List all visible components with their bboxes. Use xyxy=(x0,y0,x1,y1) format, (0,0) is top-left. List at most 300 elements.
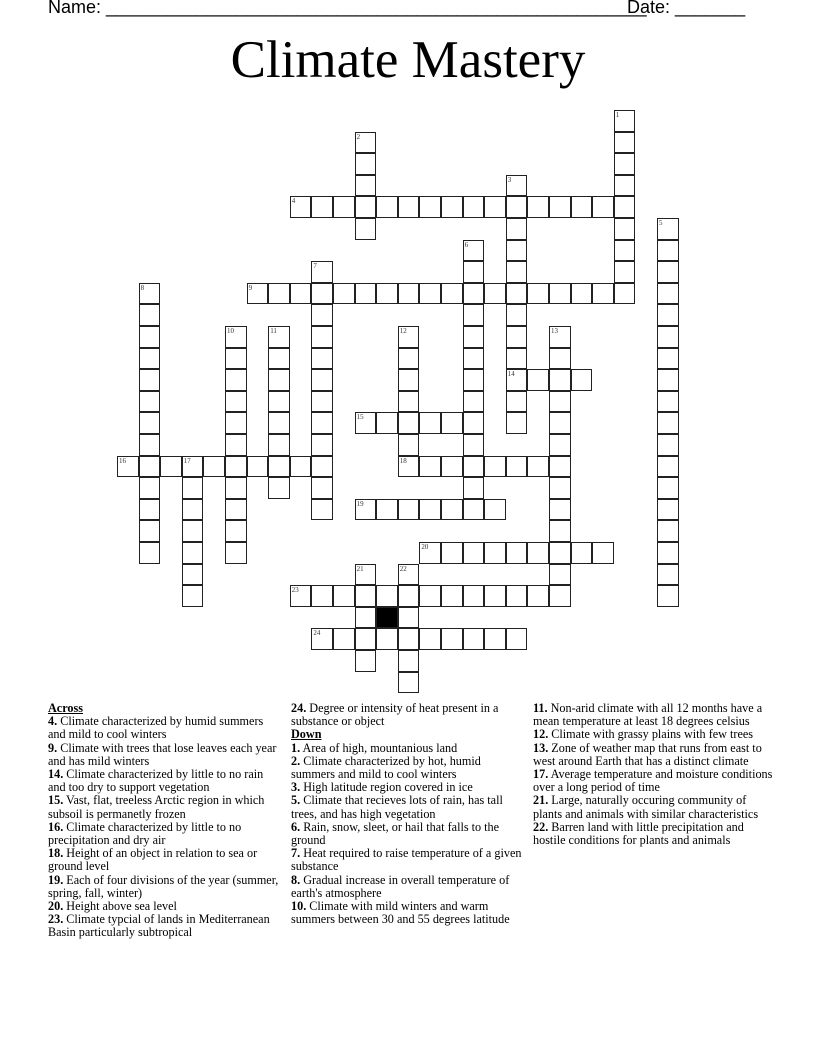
grid-cell[interactable] xyxy=(549,542,571,564)
grid-cell[interactable] xyxy=(311,326,333,348)
grid-cell[interactable] xyxy=(182,585,204,607)
grid-cell[interactable] xyxy=(441,628,463,650)
grid-cell[interactable] xyxy=(614,110,636,132)
grid-cell[interactable] xyxy=(571,283,593,305)
cell-number: 21 xyxy=(356,564,364,573)
clue-text: Rain, snow, sleet, or hail that falls to the ground xyxy=(291,819,500,848)
grid-cell[interactable] xyxy=(463,542,485,564)
grid-cell[interactable] xyxy=(463,196,485,218)
grid-cell[interactable] xyxy=(355,196,377,218)
grid-cell[interactable] xyxy=(203,456,225,478)
grid-cell[interactable] xyxy=(355,607,377,629)
grid-cell[interactable] xyxy=(506,628,528,650)
grid-cell[interactable] xyxy=(463,585,485,607)
clue-number: 23. xyxy=(48,912,64,927)
grid-cell[interactable] xyxy=(506,412,528,434)
grid-cell[interactable] xyxy=(463,412,485,434)
grid-cell[interactable] xyxy=(398,283,420,305)
cell-number: 5 xyxy=(659,219,663,227)
grid-cell[interactable] xyxy=(419,542,441,564)
grid-cell[interactable] xyxy=(398,196,420,218)
grid-cell[interactable] xyxy=(268,456,290,478)
grid-cell[interactable] xyxy=(139,412,161,434)
grid-cell[interactable] xyxy=(506,261,528,283)
grid-cell[interactable] xyxy=(657,326,679,348)
grid-cell[interactable] xyxy=(463,240,485,262)
clue-number: 1. xyxy=(291,740,301,755)
clue-text: Zone of weather map that runs from east to west around Earth that has a distinct climate xyxy=(533,740,762,768)
grid-cell[interactable] xyxy=(657,456,679,478)
grid-cell[interactable] xyxy=(657,564,679,586)
cell-number: 4 xyxy=(291,197,296,206)
grid-cell[interactable] xyxy=(506,326,528,348)
grid-cell[interactable] xyxy=(441,585,463,607)
grid-cell[interactable] xyxy=(657,434,679,456)
clue-across-19 xyxy=(48,874,280,900)
clue-down-8 xyxy=(291,874,523,900)
grid-cell[interactable] xyxy=(225,369,247,391)
grid-cell[interactable] xyxy=(290,585,312,607)
grid-cell[interactable] xyxy=(247,283,269,305)
grid-cell[interactable] xyxy=(139,456,161,478)
grid-cell[interactable] xyxy=(376,628,398,650)
cell-number: 18 xyxy=(399,456,407,465)
cell-number: 8 xyxy=(140,283,145,292)
grid-cell[interactable] xyxy=(549,326,571,348)
clue-number: 11. xyxy=(533,701,548,715)
grid-cell[interactable] xyxy=(657,477,679,499)
cell-number: 15 xyxy=(356,413,364,422)
clue-number: 10. xyxy=(291,899,307,914)
grid-cell[interactable] xyxy=(484,628,506,650)
grid-cell[interactable] xyxy=(549,520,571,542)
clue-text: High latitude region covered in ice xyxy=(300,780,473,795)
grid-cell[interactable] xyxy=(311,412,333,434)
grid-cell[interactable] xyxy=(398,456,420,478)
grid-cell[interactable] xyxy=(376,585,398,607)
grid-cell[interactable] xyxy=(506,304,528,326)
grid-cell[interactable] xyxy=(592,542,614,564)
grid-cell[interactable] xyxy=(614,175,636,197)
grid-cell[interactable] xyxy=(549,564,571,586)
grid-cell[interactable] xyxy=(268,391,290,413)
clue-text: Climate characterized by hot, humid summers and mild to cool winters xyxy=(291,753,481,782)
clue-across-9 xyxy=(48,742,280,768)
grid-cell[interactable] xyxy=(247,456,269,478)
grid-cell[interactable] xyxy=(463,348,485,370)
grid-cell[interactable] xyxy=(549,477,571,499)
grid-cell[interactable] xyxy=(614,240,636,262)
grid-cell[interactable] xyxy=(441,196,463,218)
grid-cell[interactable] xyxy=(614,132,636,154)
grid-cell[interactable] xyxy=(268,477,290,499)
cell-number: 14 xyxy=(507,370,515,379)
grid-cell[interactable] xyxy=(290,456,312,478)
clue-down-21 xyxy=(533,794,773,820)
grid-cell[interactable] xyxy=(463,391,485,413)
clue-down-7 xyxy=(291,847,523,873)
grid-cell[interactable] xyxy=(333,628,355,650)
clue-text: Each of four divisions of the year (summer, spring, fall, winter) xyxy=(48,872,279,900)
grid-cell[interactable] xyxy=(484,499,506,521)
clue-number: 16. xyxy=(48,819,64,834)
grid-cell[interactable] xyxy=(355,153,377,175)
grid-cell[interactable] xyxy=(549,348,571,370)
grid-cell[interactable] xyxy=(506,585,528,607)
grid-cell[interactable] xyxy=(355,175,377,197)
clue-text: Degree or intensity of heat present in a substance or object xyxy=(291,701,499,729)
grid-cell[interactable] xyxy=(182,477,204,499)
grid-cell[interactable] xyxy=(614,153,636,175)
grid-cell[interactable] xyxy=(355,564,377,586)
grid-cell[interactable] xyxy=(398,326,420,348)
clue-number: 19. xyxy=(48,872,64,887)
cell-number: 10 xyxy=(227,327,234,335)
grid-cell[interactable] xyxy=(441,283,463,305)
grid-cell[interactable] xyxy=(506,175,528,197)
grid-cell[interactable] xyxy=(549,283,571,305)
cell-number: 9 xyxy=(248,283,253,292)
grid-cell[interactable] xyxy=(225,477,247,499)
clue-across-23 xyxy=(48,913,280,939)
clue-across-15 xyxy=(48,794,280,820)
grid-cell[interactable] xyxy=(527,283,549,305)
grid-cell[interactable] xyxy=(182,520,204,542)
grid-cell[interactable] xyxy=(311,196,333,218)
grid-cell[interactable] xyxy=(614,261,636,283)
grid-cell[interactable] xyxy=(657,369,679,391)
grid-cell[interactable] xyxy=(549,412,571,434)
grid-cell[interactable] xyxy=(398,628,420,650)
grid-cell[interactable] xyxy=(463,628,485,650)
grid-cell[interactable] xyxy=(657,261,679,283)
grid-cell[interactable] xyxy=(614,196,636,218)
grid-cell[interactable] xyxy=(139,348,161,370)
grid-cell[interactable] xyxy=(139,369,161,391)
clues-column-3 xyxy=(533,702,773,847)
grid-cell[interactable] xyxy=(571,196,593,218)
grid-cell[interactable] xyxy=(657,218,679,240)
clue-down-6 xyxy=(291,821,523,847)
grid-cell[interactable] xyxy=(398,369,420,391)
clue-number: 17. xyxy=(533,767,549,782)
clue-down-10 xyxy=(291,900,523,926)
grid-cell[interactable] xyxy=(311,348,333,370)
grid-cell[interactable] xyxy=(268,369,290,391)
clue-number: 13. xyxy=(533,740,549,755)
grid-cell[interactable] xyxy=(139,542,161,564)
clue-across-24 xyxy=(291,702,523,728)
grid-cell[interactable] xyxy=(355,499,377,521)
grid-cell[interactable] xyxy=(441,412,463,434)
grid-cell[interactable] xyxy=(225,542,247,564)
grid-cell[interactable] xyxy=(506,348,528,370)
grid-cell[interactable] xyxy=(333,585,355,607)
clue-text: Climate typcial of lands in Mediterranean Basin particularly subtropical xyxy=(48,912,270,940)
cell-number: 19 xyxy=(356,499,364,508)
grid-cell[interactable] xyxy=(549,585,571,607)
grid-cell[interactable] xyxy=(311,585,333,607)
grid-cell[interactable] xyxy=(355,650,377,672)
grid-cell[interactable] xyxy=(225,391,247,413)
grid-cell[interactable] xyxy=(484,456,506,478)
clue-across-14 xyxy=(48,768,280,794)
clue-number: 5. xyxy=(291,793,301,808)
grid-cell[interactable] xyxy=(311,391,333,413)
grid-cell[interactable] xyxy=(139,283,161,305)
grid-cell[interactable] xyxy=(160,456,182,478)
grid-cell[interactable] xyxy=(268,326,290,348)
grid-cell[interactable] xyxy=(311,283,333,305)
grid-cell[interactable] xyxy=(549,499,571,521)
clue-down-22 xyxy=(533,821,773,847)
grid-cell[interactable] xyxy=(571,542,593,564)
grid-cell[interactable] xyxy=(376,196,398,218)
grid-cell[interactable] xyxy=(549,391,571,413)
grid-cell[interactable] xyxy=(225,520,247,542)
grid-cell[interactable] xyxy=(614,283,636,305)
cell-number: 3 xyxy=(507,175,512,184)
grid-cell[interactable] xyxy=(139,477,161,499)
grid-cell[interactable] xyxy=(398,434,420,456)
grid-cell[interactable] xyxy=(268,412,290,434)
grid-cell[interactable] xyxy=(484,585,506,607)
grid-cell[interactable] xyxy=(139,499,161,521)
grid-cell[interactable] xyxy=(311,628,333,650)
cell-number: 6 xyxy=(464,240,469,249)
cell-number: 11 xyxy=(270,327,277,335)
grid-cell[interactable] xyxy=(398,499,420,521)
clue-text: Climate characterized by little to no rain and too dry to support vegetation xyxy=(48,767,264,795)
grid-cell[interactable] xyxy=(139,326,161,348)
grid-cell[interactable] xyxy=(355,132,377,154)
grid-cell[interactable] xyxy=(290,196,312,218)
grid-cell[interactable] xyxy=(419,499,441,521)
clue-text: Vast, flat, treeless Arctic region in which subsoil is permanetly frozen xyxy=(48,793,265,821)
grid-cell[interactable] xyxy=(117,456,139,478)
grid-cell[interactable] xyxy=(419,585,441,607)
grid-cell[interactable] xyxy=(355,628,377,650)
date-field-label[interactable]: Date: _______ xyxy=(627,0,746,17)
grid-cell[interactable] xyxy=(225,326,247,348)
grid-cell[interactable] xyxy=(333,196,355,218)
grid-cell[interactable] xyxy=(355,585,377,607)
cell-number: 20 xyxy=(421,543,429,551)
grid-cell[interactable] xyxy=(225,456,247,478)
grid-cell[interactable] xyxy=(657,240,679,262)
grid-cell[interactable] xyxy=(139,391,161,413)
grid-cell[interactable] xyxy=(657,283,679,305)
clues-column-2 xyxy=(291,702,523,926)
grid-cell[interactable] xyxy=(311,261,333,283)
grid-cell[interactable] xyxy=(376,412,398,434)
grid-cell[interactable] xyxy=(355,283,377,305)
grid-cell[interactable] xyxy=(290,283,312,305)
grid-cell[interactable] xyxy=(376,499,398,521)
grid-cell[interactable] xyxy=(225,348,247,370)
grid-cell[interactable] xyxy=(419,283,441,305)
grid-cell[interactable] xyxy=(527,196,549,218)
grid-cell[interactable] xyxy=(506,542,528,564)
grid-cell[interactable] xyxy=(419,456,441,478)
clue-number: 24. xyxy=(291,701,307,715)
clue-text: Climate characterized by humid summers and mild to cool winters xyxy=(48,714,264,742)
grid-cell[interactable] xyxy=(549,196,571,218)
grid-cell[interactable] xyxy=(311,304,333,326)
clue-across-4 xyxy=(48,715,280,741)
grid-cell[interactable] xyxy=(463,434,485,456)
grid-cell[interactable] xyxy=(527,369,549,391)
grid-cell[interactable] xyxy=(463,326,485,348)
grid-cell[interactable] xyxy=(657,520,679,542)
cell-number: 22 xyxy=(399,564,407,573)
grid-cell[interactable] xyxy=(441,542,463,564)
grid-cell[interactable] xyxy=(527,542,549,564)
grid-cell[interactable] xyxy=(182,499,204,521)
grid-cell[interactable] xyxy=(614,218,636,240)
clue-down-13 xyxy=(533,742,773,768)
grid-cell[interactable] xyxy=(506,196,528,218)
grid-cell[interactable] xyxy=(657,348,679,370)
grid-cell[interactable] xyxy=(549,456,571,478)
grid-cell[interactable] xyxy=(506,369,528,391)
clues-column-1 xyxy=(48,702,280,940)
grid-cell[interactable] xyxy=(398,564,420,586)
clue-number: 22. xyxy=(533,819,549,834)
grid-cell[interactable] xyxy=(268,434,290,456)
grid-cell[interactable] xyxy=(268,283,290,305)
black-cell xyxy=(376,607,398,629)
grid-cell[interactable] xyxy=(139,304,161,326)
clue-number: 4. xyxy=(48,714,58,729)
grid-cell[interactable] xyxy=(592,196,614,218)
grid-cell[interactable] xyxy=(355,218,377,240)
clue-text: Climate that recieves lots of rain, has tall trees, and has high vegetation xyxy=(291,793,503,821)
clue-text: Area of high, mountanious land xyxy=(300,740,458,755)
clue-number: 15. xyxy=(48,793,64,808)
across-heading: Across xyxy=(48,701,83,715)
grid-cell[interactable] xyxy=(139,520,161,542)
grid-cell[interactable] xyxy=(376,283,398,305)
cell-number: 7 xyxy=(313,262,317,271)
grid-cell[interactable] xyxy=(311,499,333,521)
clue-number: 20. xyxy=(48,899,64,914)
grid-cell[interactable] xyxy=(333,283,355,305)
grid-cell[interactable] xyxy=(506,240,528,262)
grid-cell[interactable] xyxy=(657,391,679,413)
grid-cell[interactable] xyxy=(225,412,247,434)
grid-cell[interactable] xyxy=(311,434,333,456)
grid-cell[interactable] xyxy=(463,477,485,499)
clue-number: 18. xyxy=(48,846,64,861)
grid-cell[interactable] xyxy=(463,456,485,478)
cell-number: 17 xyxy=(183,456,191,465)
grid-cell[interactable] xyxy=(268,348,290,370)
grid-cell[interactable] xyxy=(225,499,247,521)
grid-cell[interactable] xyxy=(398,672,420,694)
grid-cell[interactable] xyxy=(463,499,485,521)
grid-cell[interactable] xyxy=(506,218,528,240)
name-field-label[interactable]: Name: ______________________________________________________ xyxy=(48,0,647,17)
clue-text: Height of an object in relation to sea or ground level xyxy=(48,846,258,874)
clue-number: 2. xyxy=(291,753,301,768)
grid-cell[interactable] xyxy=(311,369,333,391)
grid-cell[interactable] xyxy=(484,283,506,305)
grid-cell[interactable] xyxy=(506,456,528,478)
grid-cell[interactable] xyxy=(182,542,204,564)
clue-number: 9. xyxy=(48,740,58,755)
cell-number: 2 xyxy=(356,132,361,141)
grid-cell[interactable] xyxy=(657,585,679,607)
grid-cell[interactable] xyxy=(419,628,441,650)
grid-cell[interactable] xyxy=(398,650,420,672)
grid-cell[interactable] xyxy=(225,434,247,456)
grid-cell[interactable] xyxy=(398,412,420,434)
clue-down-11 xyxy=(533,702,773,728)
grid-cell[interactable] xyxy=(139,434,161,456)
grid-cell[interactable] xyxy=(527,456,549,478)
grid-cell[interactable] xyxy=(182,564,204,586)
grid-cell[interactable] xyxy=(311,456,333,478)
clue-text: Average temperature and moisture conditions over a long period of time xyxy=(533,767,773,795)
clue-text: Climate characterized by little to no precipitation and dry air xyxy=(48,819,242,848)
grid-cell[interactable] xyxy=(398,607,420,629)
grid-cell[interactable] xyxy=(527,585,549,607)
grid-cell[interactable] xyxy=(484,542,506,564)
grid-cell[interactable] xyxy=(463,369,485,391)
grid-cell[interactable] xyxy=(182,456,204,478)
clue-across-18 xyxy=(48,847,280,873)
grid-cell[interactable] xyxy=(549,369,571,391)
grid-cell[interactable] xyxy=(463,304,485,326)
grid-cell[interactable] xyxy=(419,412,441,434)
clue-number: 14. xyxy=(48,767,64,782)
clue-down-2 xyxy=(291,755,523,781)
grid-cell[interactable] xyxy=(398,348,420,370)
grid-cell[interactable] xyxy=(441,499,463,521)
clue-text: Barren land with little precipitation and hostile conditions for plants and animals xyxy=(533,819,744,848)
cell-number: 13 xyxy=(551,327,558,335)
grid-cell[interactable] xyxy=(657,499,679,521)
grid-cell[interactable] xyxy=(398,391,420,413)
clue-text: Gradual increase in overall temperature of earth's atmosphere xyxy=(291,872,510,900)
grid-cell[interactable] xyxy=(506,391,528,413)
grid-cell[interactable] xyxy=(398,585,420,607)
grid-cell[interactable] xyxy=(657,542,679,564)
cell-number: 24 xyxy=(313,629,321,638)
grid-cell[interactable] xyxy=(571,369,593,391)
clue-text: Heat required to raise temperature of a given substance xyxy=(291,846,522,874)
cell-number: 23 xyxy=(291,586,299,595)
grid-cell[interactable] xyxy=(311,477,333,499)
grid-cell[interactable] xyxy=(657,412,679,434)
clue-text: Non-arid climate with all 12 months have a mean temperature at least 18 degrees celsius xyxy=(533,701,763,729)
clue-text: Climate with mild winters and warm summers between 30 and 55 degrees latitude xyxy=(291,899,510,927)
grid-cell[interactable] xyxy=(549,434,571,456)
grid-cell[interactable] xyxy=(484,196,506,218)
grid-cell[interactable] xyxy=(463,261,485,283)
clue-number: 6. xyxy=(291,819,301,834)
grid-cell[interactable] xyxy=(592,283,614,305)
grid-cell[interactable] xyxy=(463,283,485,305)
grid-cell[interactable] xyxy=(419,196,441,218)
grid-cell[interactable] xyxy=(441,456,463,478)
grid-cell[interactable] xyxy=(506,283,528,305)
clue-number: 21. xyxy=(533,793,549,808)
grid-cell[interactable] xyxy=(657,304,679,326)
grid-cell[interactable] xyxy=(355,412,377,434)
clue-number: 8. xyxy=(291,872,301,887)
